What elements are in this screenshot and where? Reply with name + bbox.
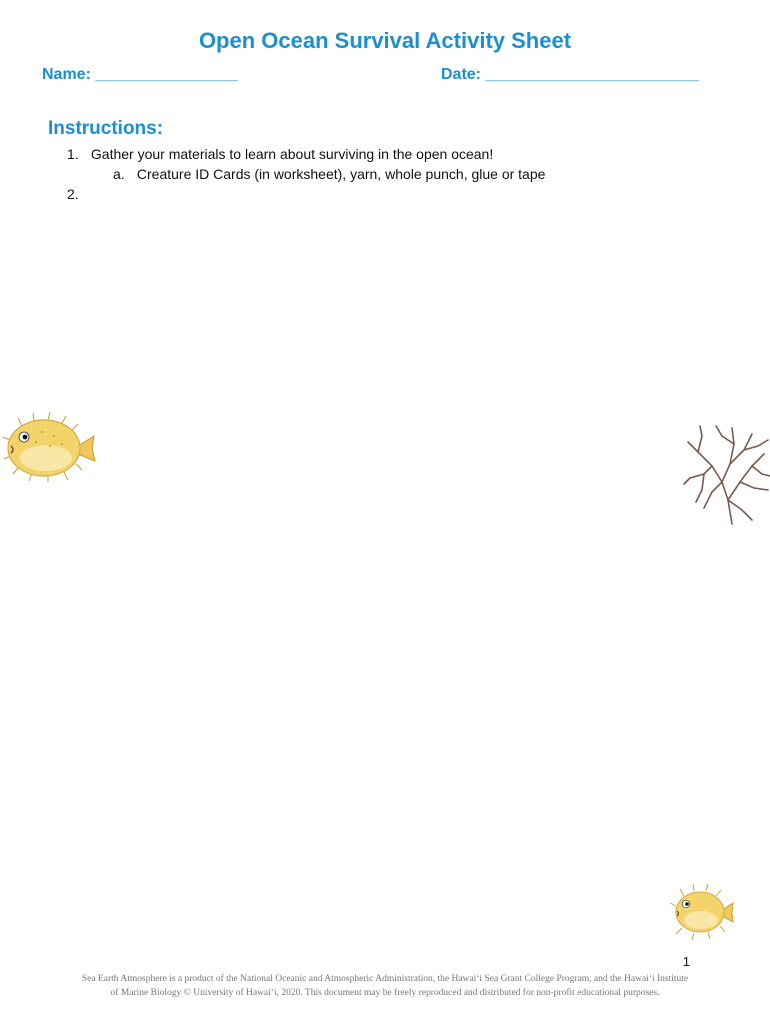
item-text: Gather your materials to learn about surviving in the open ocean!: [90, 146, 494, 162]
name-field[interactable]: Name: ________________: [42, 66, 238, 83]
item-text: Creature ID Cards (in worksheet), yarn, whole punch, glue or tape: [136, 166, 546, 182]
pufferfish-icon: [2, 412, 98, 482]
item-marker: 1.: [67, 146, 79, 162]
page-title: Open Ocean Survival Activity Sheet: [198, 28, 572, 53]
page-number: 1: [682, 954, 690, 969]
instructions-heading: Instructions:: [48, 118, 164, 139]
sea-fan-icon: [682, 422, 770, 526]
pufferfish-icon: [670, 884, 734, 940]
instruction-item: [67, 186, 87, 202]
item-marker: a.: [113, 166, 125, 182]
instruction-item: [67, 146, 493, 162]
instruction-subitem: [113, 166, 545, 182]
footer-line: of Marine Biology © University of Hawai‘i, 2020. This document may be freely reproduced and distributed for non-profit educational purposes.: [110, 988, 660, 998]
footer-line: Sea Earth Atmosphere is a product of the National Oceanic and Atmospheric Administration, the Hawai‘i Sea Grant College Program, and the Hawai‘i Institute: [81, 974, 689, 984]
date-field[interactable]: Date: ________________________: [441, 66, 700, 83]
item-marker: 2.: [67, 186, 79, 202]
footer-credits: [40, 972, 730, 1000]
